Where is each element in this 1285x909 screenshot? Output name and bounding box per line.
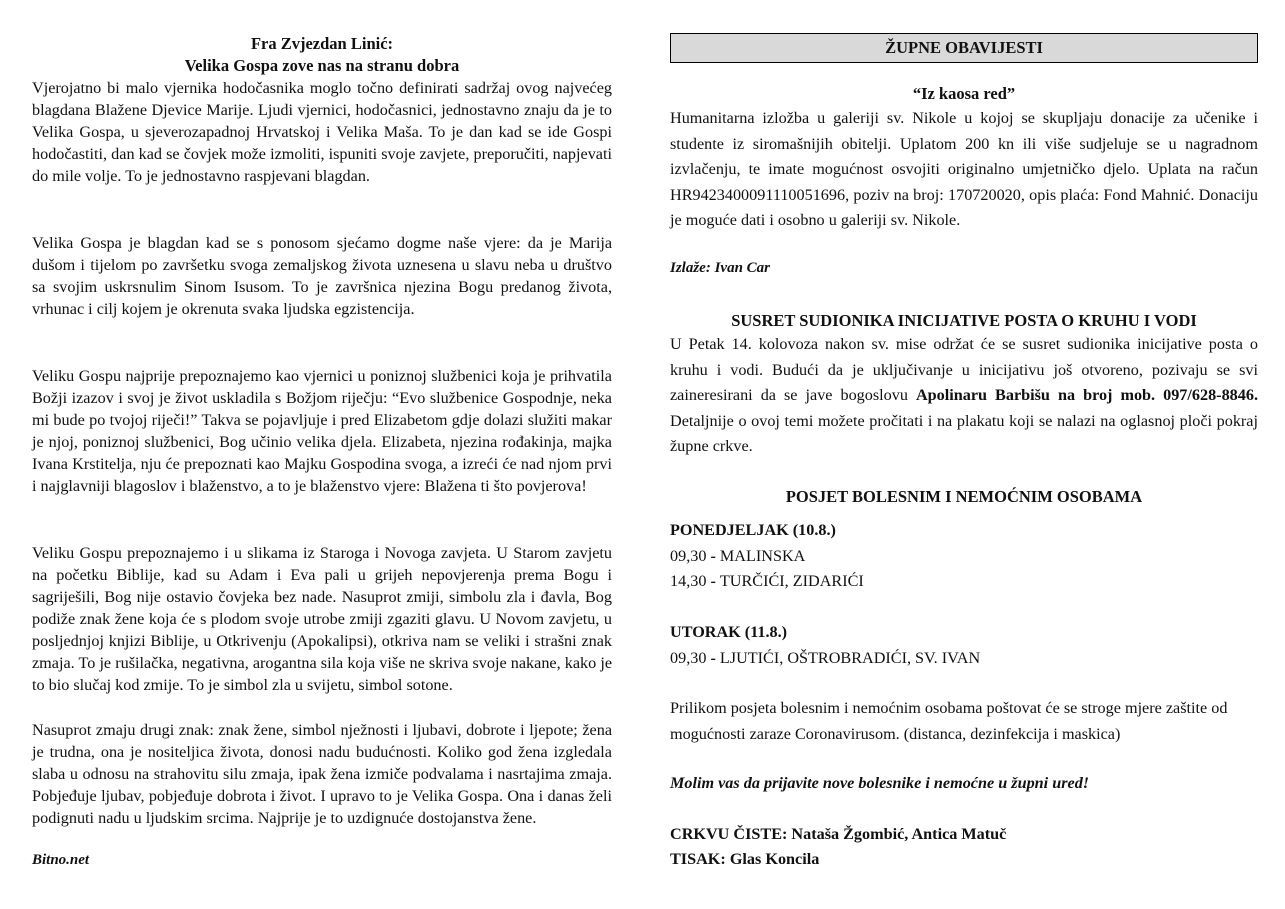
meeting-text: [670, 332, 1258, 460]
meeting-contact: Apolinaru Barbišu na broj mob. 097/628-8846.: [915, 386, 1258, 405]
visit-day-label: PONEDJELJAK (10.8.): [670, 521, 836, 539]
visit-time: 09,30: [670, 648, 707, 667]
parish-notices: [670, 0, 1258, 909]
exhibition-author: Izlaže: Ivan Car: [670, 260, 771, 276]
visit-item: [670, 569, 1258, 595]
left-article: [32, 0, 612, 909]
article-paragraph: Veliku Gospu prepoznajemo i u slikama iz Staroga i Novoga zavjeta. U Starom zavjetu na početku Biblije, kad su Adam i Eva pali u grijeh nepovjerenja prema Bogu i sagriješili, Bog nije ostavio čovjeka bez nade. Nasuprot zmiji, simbolu zla i đavla, Bog podiže znak žene koja će s plodom svoje utrobe zmiji zgaziti glavu. U Novom zavjetu, u posljednjoj knjizi Biblije, u Otkrivenju (Apokalipsi), otkriva nam se veliki i strašni znak zmaja. To je rušilačka, negativna, arogantna sila koja više ne skriva svoje nakane, kako je to bio slučaj kod zmije. To je simbol zla u svijetu, simbol sotone.: [32, 544, 612, 694]
visits-title: POSJET BOLESNIM I NEMOĆNIM OSOBAMA: [785, 487, 1143, 506]
notices-header-title: ŽUPNE OBAVIJESTI: [885, 38, 1043, 57]
visit-day: [670, 518, 1258, 595]
visit-separator: -: [706, 546, 720, 565]
article-paragraph: Nasuprot zmaju drugi znak: znak žene, simbol nježnosti i ljubavi, dobrote i ljepote; žena je trudna, ona je nositeljica života, donosi nadu budućnosti. Koliko god žena izgledala slaba u odnosu na strahovitu silu zmaja, ipak žena izmiče podvalama i nasrtajima zmaja. Pobjeđuje ljubav, pobjeđuje dobrota i život. I upravo to je Velika Gospa. Ona i danas želi podignuti nadu u ljudskim srcima. Najprije je to uzdignuće dostojanstva žene.: [32, 721, 612, 827]
visit-item: [670, 544, 1258, 570]
visit-place: LJUTIĆI, OŠTROBRADIĆI, SV. IVAN: [719, 648, 981, 667]
meeting-text-after: Detaljnije o ovoj temi možete pročitati i na plakatu koji se nalazi na oglasnoj ploči pokraj župne crkve.: [670, 411, 1258, 456]
visit-time: 14,30: [670, 572, 707, 591]
visits-note: Prilikom posjeta bolesnim i nemoćnim osobama poštovat će se stroge mjere zaštite od mogućnosti zaraze Coronavirusom. (distanca, dezinfekcija i maskica): [670, 699, 1228, 743]
cleaning-info: CRKVU ČISTE: Nataša Žgombić, Antica Matuč: [670, 825, 1007, 843]
visits-appeal: Molim vas da prijavite nove bolesnike i nemoćne u župni ured!: [670, 774, 1090, 792]
notices-header: [670, 33, 1258, 63]
article-paragraph: Vjerojatno bi malo vjernika hodočasnika moglo točno definirati sadržaj ovog najvećeg blagdana Blažene Djevice Marije. Ljudi vjernici, hodočasnici, jednostavno znaju da je to Velika Gospa, u sjeverozapadnoj Hrvatskoj i Velika Maša. To je dan kad se ide Gospi hodočastiti, dan kad se čovjek može izmoliti, ispuniti svoje zavjete, preporučiti, napjevati do mile volje. To je jednostavno raspjevani blagdan.: [32, 79, 612, 185]
visit-item: [670, 646, 1258, 672]
visit-time: 09,30: [670, 546, 707, 565]
exhibition-text: Humanitarna izložba u galeriji sv. Nikole u kojoj se skupljaju donacije za učenike i studente iz siromašnijih obitelji. Uplatom 200 kn ili više sudjeluje se u nagradnom izvlačenju, te imate mogućnost osvojiti originalno umjetničko djelo. Uplata na račun HR9423400091110051696, poziv na broj: 170720020, opis plaća: Fond Mahnić. Donaciju je moguće dati i osobno u galeriji sv. Nikole.: [670, 109, 1258, 230]
article-author: Fra Zvjezdan Linić:: [250, 34, 394, 53]
article-source: Bitno.net: [32, 852, 90, 868]
meeting-title: SUSRET SUDIONIKA INICIJATIVE POSTA O KRUHU I VODI: [731, 311, 1197, 330]
article-title: Velika Gospa zove nas na stranu dobra: [184, 56, 460, 75]
print-info: TISAK: Glas Koncila: [670, 850, 820, 868]
visit-place: TURČIĆI, ZIDARIĆI: [719, 572, 864, 591]
meeting-text-before: U Petak 14. kolovoza nakon sv. mise održat će se susret sudionika inicijative posta o kruhu i vodi. Budući da je uključivanje u inicijativu još otvoreno, pozivaju se svi zaineresirani da se jave bogoslovu: [670, 335, 1258, 405]
visit-place: MALINSKA: [719, 546, 806, 565]
exhibition-title: “Iz kaosa red”: [912, 84, 1016, 103]
visit-separator: -: [706, 648, 720, 667]
visit-day: [670, 620, 1258, 671]
visit-day-label: UTORAK (11.8.): [670, 623, 788, 641]
visit-separator: -: [706, 572, 720, 591]
article-paragraph: Velika Gospa je blagdan kad se s ponosom sjećamo dogme naše vjere: da je Marija dušom i tijelom po završetku svoga zemaljskog života uznesena u slavu neba u društvo sa svojim uskrsnulim Sinom Isusom. To je završnica njezina Bogu predanog života, vrhunac i cilj kojem je okrenuta svaka ljudska egzistencija.: [32, 234, 612, 318]
article-paragraph: Veliku Gospu najprije prepoznajemo kao vjernici u poniznoj službenici koja je prihvatila Božji izazov i svoj je život uskladila s Božjom riječju: “Evo službenice Gospodnje, neka mi bude po tvojoj riječi!” Takva se pojavljuje i pred Elizabetom gdje dolazi služiti makar je njoj, poniznoj službenici, Bog učinio velika djela. Elizabeta, njezina rođakinja, majka Ivana Krstitelja, nju će prepoznati kao Majku Gospodina svoga, a izreći će nad njom prvi i najglavniji blagoslov i blaženstvo, a to je blaženstvo vjere: Blažena ti što povjerova!: [32, 367, 612, 495]
